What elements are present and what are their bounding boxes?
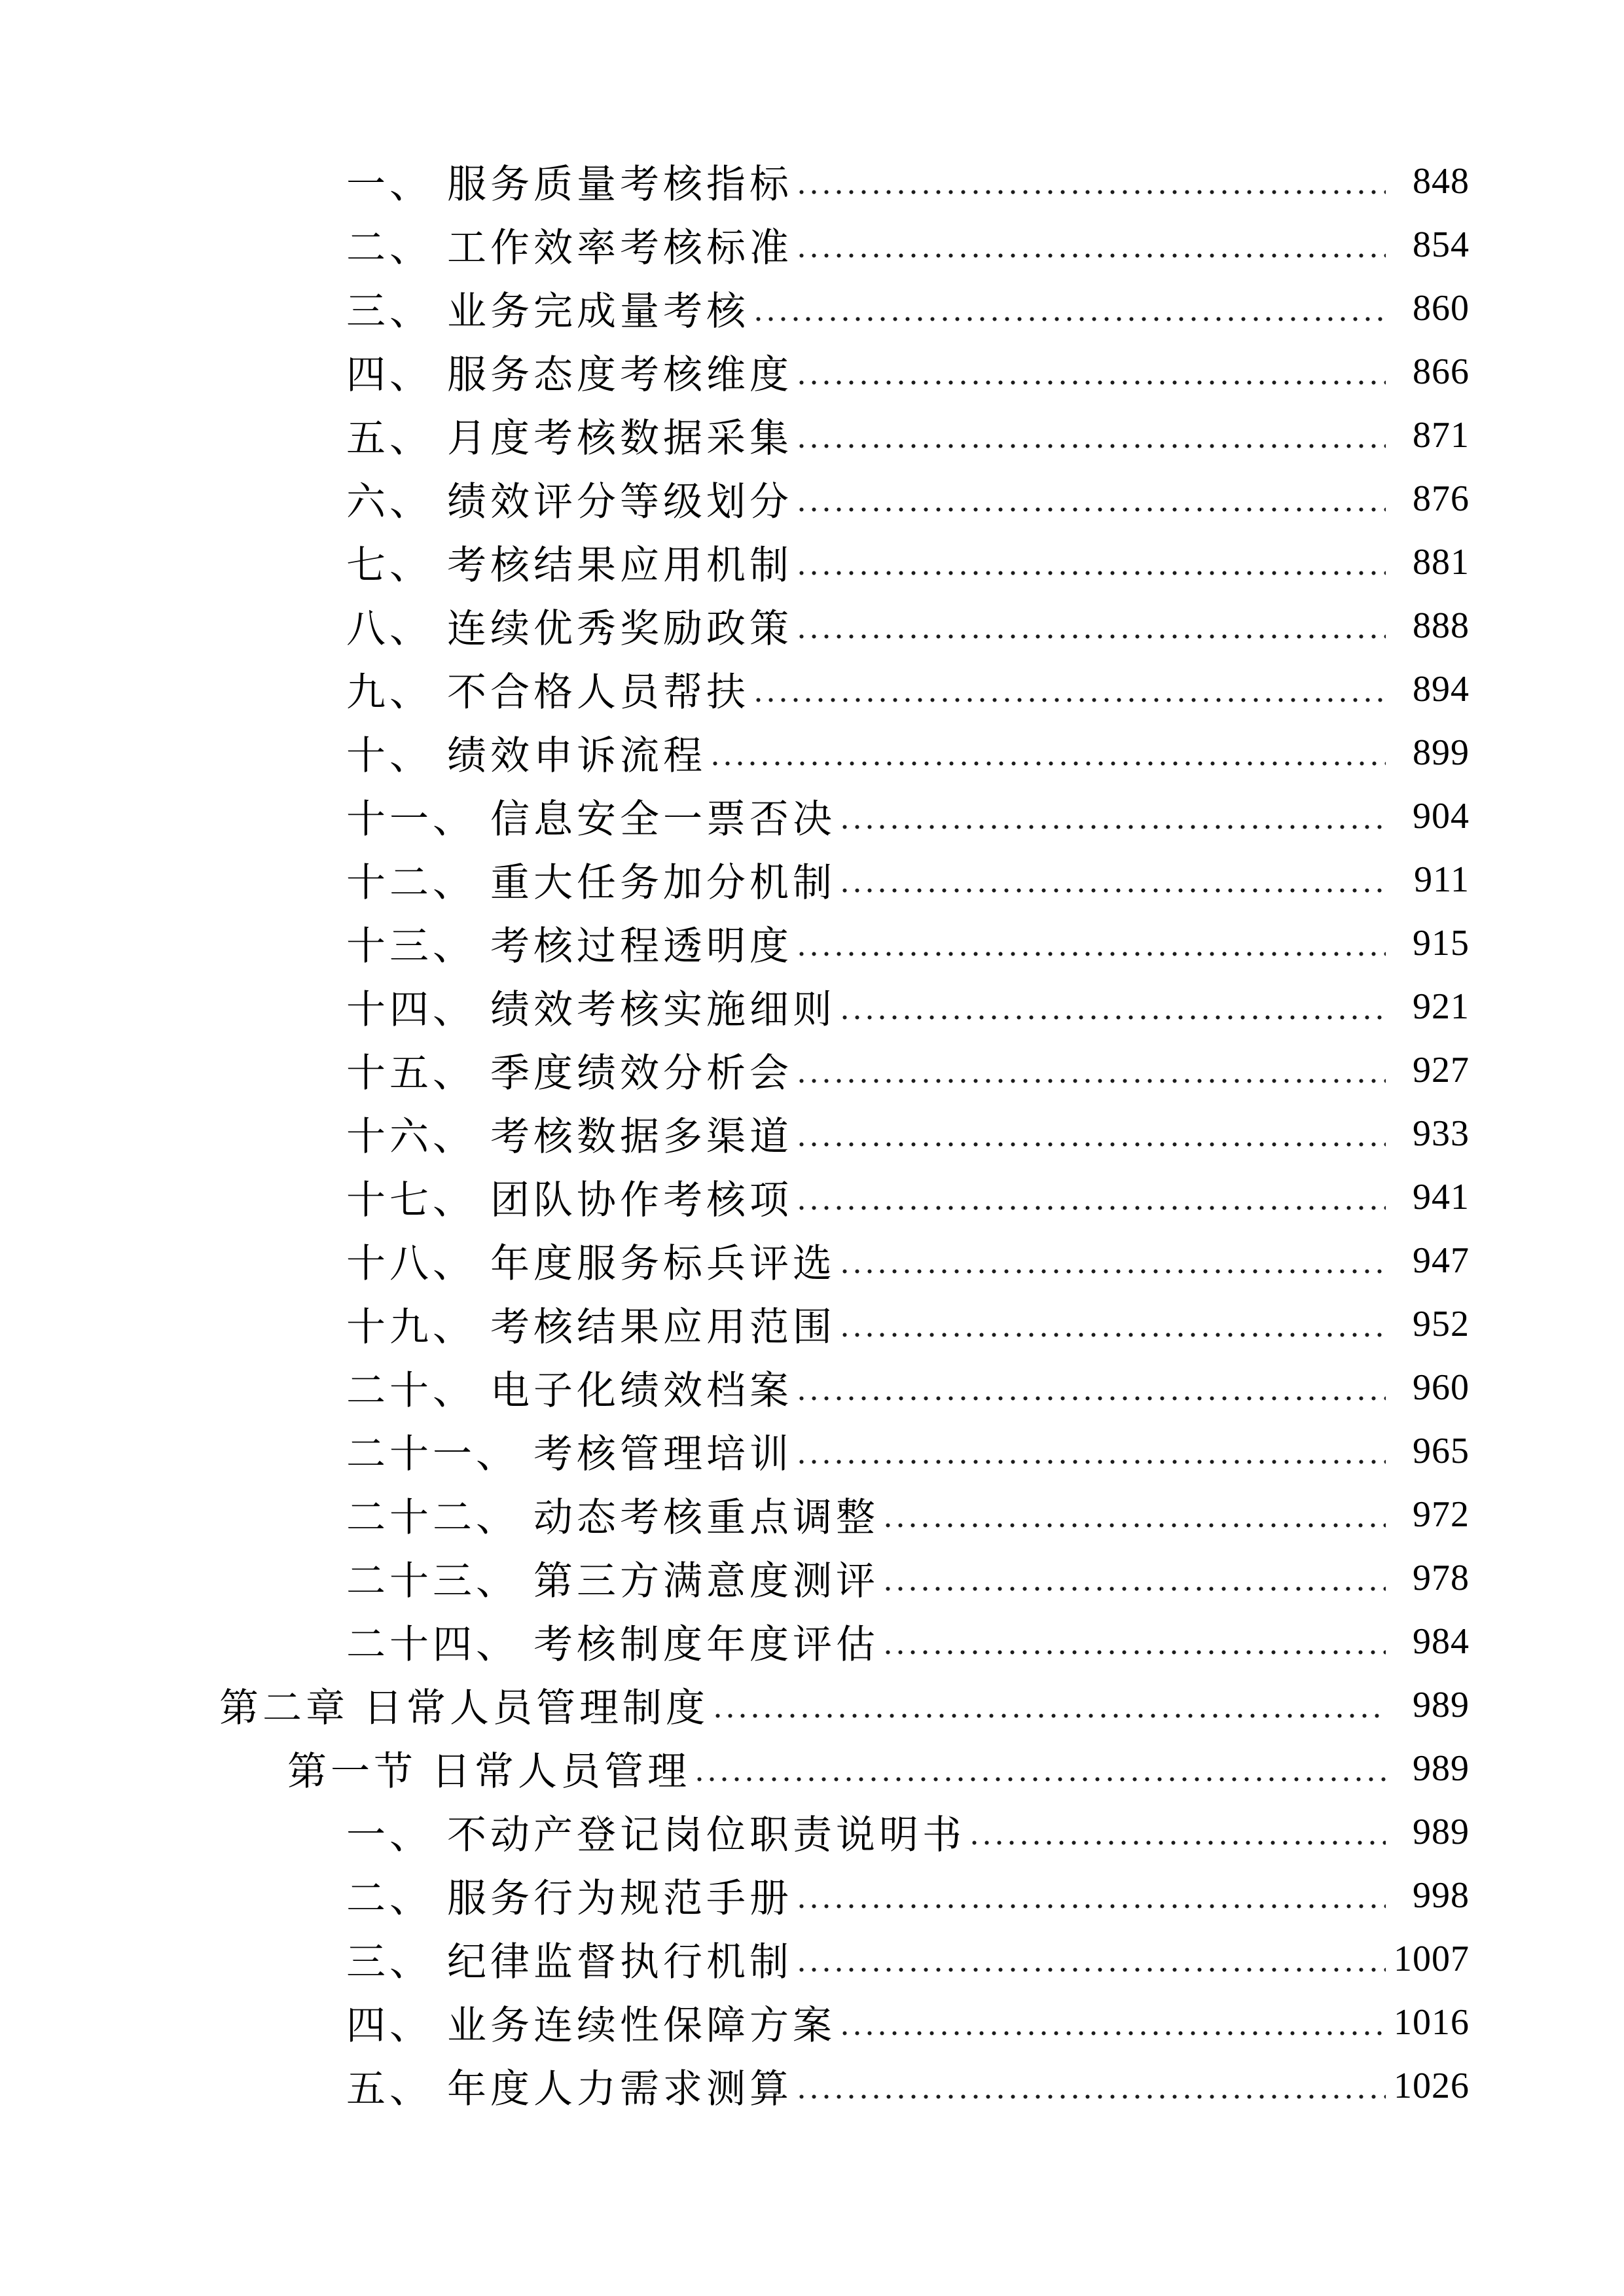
toc-entry-number: 十三、 bbox=[346, 924, 476, 968]
toc-dot-leader bbox=[795, 1078, 1386, 1084]
toc-dot-leader bbox=[795, 1395, 1386, 1401]
toc-entry-number: 七、 bbox=[346, 543, 433, 587]
toc-dot-leader bbox=[752, 697, 1386, 703]
toc-dot-leader bbox=[795, 1205, 1386, 1211]
toc-entry-title: 月度考核数据采集 bbox=[447, 416, 793, 460]
toc-entry-number: 第一节 bbox=[287, 1749, 417, 1793]
toc-dot-leader bbox=[712, 1713, 1386, 1719]
toc-entry-number: 二、 bbox=[346, 226, 433, 270]
toc-page-number: 848 bbox=[1413, 160, 1470, 202]
toc-entry-number: 一、 bbox=[346, 1813, 433, 1857]
toc-dot-leader bbox=[839, 1014, 1386, 1020]
toc-entry[interactable] bbox=[346, 1609, 1470, 1673]
toc-entry-title: 日常人员管理 bbox=[431, 1749, 691, 1793]
toc-entry-title: 考核结果应用范围 bbox=[490, 1305, 836, 1349]
toc-entry-title: 服务行为规范手册 bbox=[447, 1876, 793, 1920]
toc-entry-number: 二十一、 bbox=[346, 1432, 519, 1476]
toc-entry[interactable] bbox=[287, 1736, 1470, 1800]
toc-page-number: 989 bbox=[1413, 1811, 1470, 1852]
toc-entry-number: 十六、 bbox=[346, 1115, 476, 1158]
toc-dot-leader bbox=[839, 1268, 1386, 1274]
toc-entry-title: 连续优秀奖励政策 bbox=[447, 607, 793, 651]
toc-dot-leader bbox=[795, 507, 1386, 512]
toc-entry-title: 季度绩效分析会 bbox=[490, 1051, 793, 1095]
toc-entry[interactable] bbox=[346, 1038, 1470, 1102]
toc-entry-number: 三、 bbox=[346, 289, 433, 333]
toc-entry-title: 不动产登记岗位职责说明书 bbox=[447, 1813, 965, 1857]
toc-entry-title: 纪律监督执行机制 bbox=[447, 1940, 793, 1984]
toc-entry[interactable] bbox=[346, 1863, 1470, 1927]
toc-page-number: 881 bbox=[1413, 541, 1470, 583]
toc-page-number: 927 bbox=[1413, 1049, 1470, 1090]
toc-page-number: 998 bbox=[1413, 1874, 1470, 1916]
toc-entry-title: 电子化绩效档案 bbox=[490, 1369, 793, 1412]
toc-entry[interactable] bbox=[346, 149, 1470, 213]
toc-entry[interactable] bbox=[346, 340, 1470, 403]
toc-entry[interactable] bbox=[346, 1229, 1470, 1292]
toc-dot-leader bbox=[795, 2094, 1386, 2100]
toc-entry-number: 二、 bbox=[346, 1876, 433, 1920]
toc-entry[interactable] bbox=[346, 1355, 1470, 1419]
toc-entry-number: 十二、 bbox=[346, 861, 476, 905]
toc-dot-leader bbox=[882, 1522, 1386, 1528]
toc-dot-leader bbox=[882, 1586, 1386, 1592]
toc-entry-number: 十五、 bbox=[346, 1051, 476, 1095]
toc-entry[interactable] bbox=[346, 1292, 1470, 1355]
toc-page-number: 894 bbox=[1413, 668, 1470, 709]
toc-entry-title: 业务连续性保障方案 bbox=[447, 2003, 836, 2047]
toc-dot-leader bbox=[795, 1967, 1386, 1973]
toc-entry-title: 业务完成量考核 bbox=[447, 289, 749, 333]
toc-entry-title: 日常人员管理制度 bbox=[363, 1686, 709, 1730]
toc-entry-number: 三、 bbox=[346, 1940, 433, 1984]
toc-entry-title: 工作效率考核标准 bbox=[447, 226, 793, 270]
toc-entry-title: 不合格人员帮扶 bbox=[447, 670, 749, 714]
toc-page-number: 888 bbox=[1413, 605, 1470, 646]
toc-dot-leader bbox=[795, 253, 1386, 259]
toc-dot-leader bbox=[839, 824, 1386, 830]
toc-page-number: 876 bbox=[1413, 478, 1470, 519]
toc-page-number: 921 bbox=[1413, 986, 1470, 1027]
toc-entry-number: 四、 bbox=[346, 353, 433, 397]
toc-page-number: 860 bbox=[1413, 287, 1470, 329]
toc-entry[interactable] bbox=[346, 1800, 1470, 1863]
toc-entry[interactable] bbox=[219, 1673, 1470, 1736]
toc-entry-title: 绩效申诉流程 bbox=[447, 734, 706, 778]
toc-dot-leader bbox=[795, 634, 1386, 639]
toc-page-number: 978 bbox=[1413, 1557, 1470, 1598]
toc-dot-leader bbox=[795, 1141, 1386, 1147]
toc-entry-number: 十八、 bbox=[346, 1242, 476, 1285]
toc-page-number: 1026 bbox=[1394, 2065, 1470, 2106]
toc-dot-leader bbox=[839, 1332, 1386, 1338]
toc-entry-title: 绩效评分等级划分 bbox=[447, 480, 793, 524]
toc-entry-title: 动态考核重点调整 bbox=[533, 1496, 879, 1539]
toc-entry-title: 绩效考核实施细则 bbox=[490, 988, 836, 1031]
toc-entry-number: 二十、 bbox=[346, 1369, 476, 1412]
toc-page-number: 899 bbox=[1413, 732, 1470, 773]
toc-entry-title: 团队协作考核项 bbox=[490, 1178, 793, 1222]
toc-entry[interactable] bbox=[346, 721, 1470, 784]
toc-entry[interactable] bbox=[346, 1102, 1470, 1165]
toc-entry-title: 考核管理培训 bbox=[533, 1432, 793, 1476]
toc-entry-title: 考核制度年度评估 bbox=[533, 1623, 879, 1666]
toc-page-number: 989 bbox=[1413, 1748, 1470, 1789]
toc-dot-leader bbox=[693, 1776, 1386, 1782]
toc-page-number: 960 bbox=[1413, 1367, 1470, 1408]
toc-entry-title: 重大任务加分机制 bbox=[490, 861, 836, 905]
toc-dot-leader bbox=[882, 1649, 1386, 1655]
toc-entry-title: 信息安全一票否决 bbox=[490, 797, 836, 841]
toc-page-number: 933 bbox=[1413, 1113, 1470, 1154]
toc-entry[interactable] bbox=[346, 403, 1470, 467]
toc-entry[interactable] bbox=[346, 530, 1470, 594]
toc-dot-leader bbox=[709, 761, 1386, 766]
toc-dot-leader bbox=[795, 1459, 1386, 1465]
toc-entry-number: 二十二、 bbox=[346, 1496, 519, 1539]
toc-entry[interactable] bbox=[346, 1419, 1470, 1482]
toc-page-number: 911 bbox=[1414, 859, 1470, 900]
toc-entry-title: 年度服务标兵评选 bbox=[490, 1242, 836, 1285]
toc-entry[interactable] bbox=[346, 276, 1470, 340]
toc-page-number: 1016 bbox=[1394, 2001, 1470, 2043]
toc-entry[interactable] bbox=[346, 911, 1470, 975]
toc-dot-leader bbox=[795, 570, 1386, 576]
toc-entry[interactable] bbox=[346, 657, 1470, 721]
toc-page-number: 904 bbox=[1413, 795, 1470, 836]
toc-entry-number: 十七、 bbox=[346, 1178, 476, 1222]
toc-page-number: 854 bbox=[1413, 224, 1470, 265]
toc-page-number: 866 bbox=[1413, 351, 1470, 392]
toc-entry-title: 考核数据多渠道 bbox=[490, 1115, 793, 1158]
toc-list bbox=[219, 149, 1470, 2117]
toc-entry-number: 第二章 bbox=[219, 1686, 349, 1730]
toc-entry-number: 一、 bbox=[346, 162, 433, 206]
toc-entry[interactable] bbox=[346, 784, 1470, 848]
toc-entry-number: 六、 bbox=[346, 480, 433, 524]
toc-entry[interactable] bbox=[346, 2054, 1470, 2117]
toc-entry-title: 年度人力需求测算 bbox=[447, 2067, 793, 2111]
toc-dot-leader bbox=[795, 1903, 1386, 1909]
toc-entry[interactable] bbox=[346, 594, 1470, 657]
toc-page-number: 1007 bbox=[1394, 1938, 1470, 1979]
toc-entry-number: 十、 bbox=[346, 734, 433, 778]
toc-entry-number: 五、 bbox=[346, 416, 433, 460]
toc-page-number: 984 bbox=[1413, 1621, 1470, 1662]
toc-dot-leader bbox=[795, 951, 1386, 957]
toc-dot-leader bbox=[968, 1840, 1386, 1846]
toc-entry[interactable] bbox=[346, 1165, 1470, 1229]
toc-entry-number: 十四、 bbox=[346, 988, 476, 1031]
toc-page-number: 947 bbox=[1413, 1240, 1470, 1281]
toc-dot-leader bbox=[839, 2030, 1386, 2036]
toc-dot-leader bbox=[839, 888, 1386, 893]
toc-entry-number: 九、 bbox=[346, 670, 433, 714]
toc-page-number: 965 bbox=[1413, 1430, 1470, 1471]
toc-entry-number: 五、 bbox=[346, 2067, 433, 2111]
toc-entry[interactable] bbox=[346, 1927, 1470, 1990]
toc-dot-leader bbox=[795, 443, 1386, 449]
toc-entry-title: 服务质量考核指标 bbox=[447, 162, 793, 206]
toc-page-number: 989 bbox=[1413, 1684, 1470, 1725]
toc-entry-title: 第三方满意度测评 bbox=[533, 1559, 879, 1603]
toc-entry-number: 二十三、 bbox=[346, 1559, 519, 1603]
toc-dot-leader bbox=[795, 189, 1386, 195]
toc-page-number: 972 bbox=[1413, 1494, 1470, 1535]
toc-entry-number: 十一、 bbox=[346, 797, 476, 841]
toc-entry[interactable] bbox=[346, 975, 1470, 1038]
toc-dot-leader bbox=[795, 380, 1386, 386]
toc-entry[interactable] bbox=[346, 1990, 1470, 2054]
toc-entry[interactable] bbox=[346, 848, 1470, 911]
toc-page-number: 952 bbox=[1413, 1303, 1470, 1344]
toc-page-number: 871 bbox=[1413, 414, 1470, 456]
toc-entry[interactable] bbox=[346, 1482, 1470, 1546]
toc-entry-title: 服务态度考核维度 bbox=[447, 353, 793, 397]
toc-entry[interactable] bbox=[346, 467, 1470, 530]
toc-entry-number: 二十四、 bbox=[346, 1623, 519, 1666]
toc-entry-number: 四、 bbox=[346, 2003, 433, 2047]
toc-entry-number: 十九、 bbox=[346, 1305, 476, 1349]
toc-entry[interactable] bbox=[346, 1546, 1470, 1609]
toc-entry-number: 八、 bbox=[346, 607, 433, 651]
toc-entry[interactable] bbox=[346, 213, 1470, 276]
toc-page-number: 915 bbox=[1413, 922, 1470, 963]
toc-page-number: 941 bbox=[1413, 1176, 1470, 1217]
toc-dot-leader bbox=[752, 316, 1386, 322]
toc-entry-title: 考核结果应用机制 bbox=[447, 543, 793, 587]
toc-entry-title: 考核过程透明度 bbox=[490, 924, 793, 968]
